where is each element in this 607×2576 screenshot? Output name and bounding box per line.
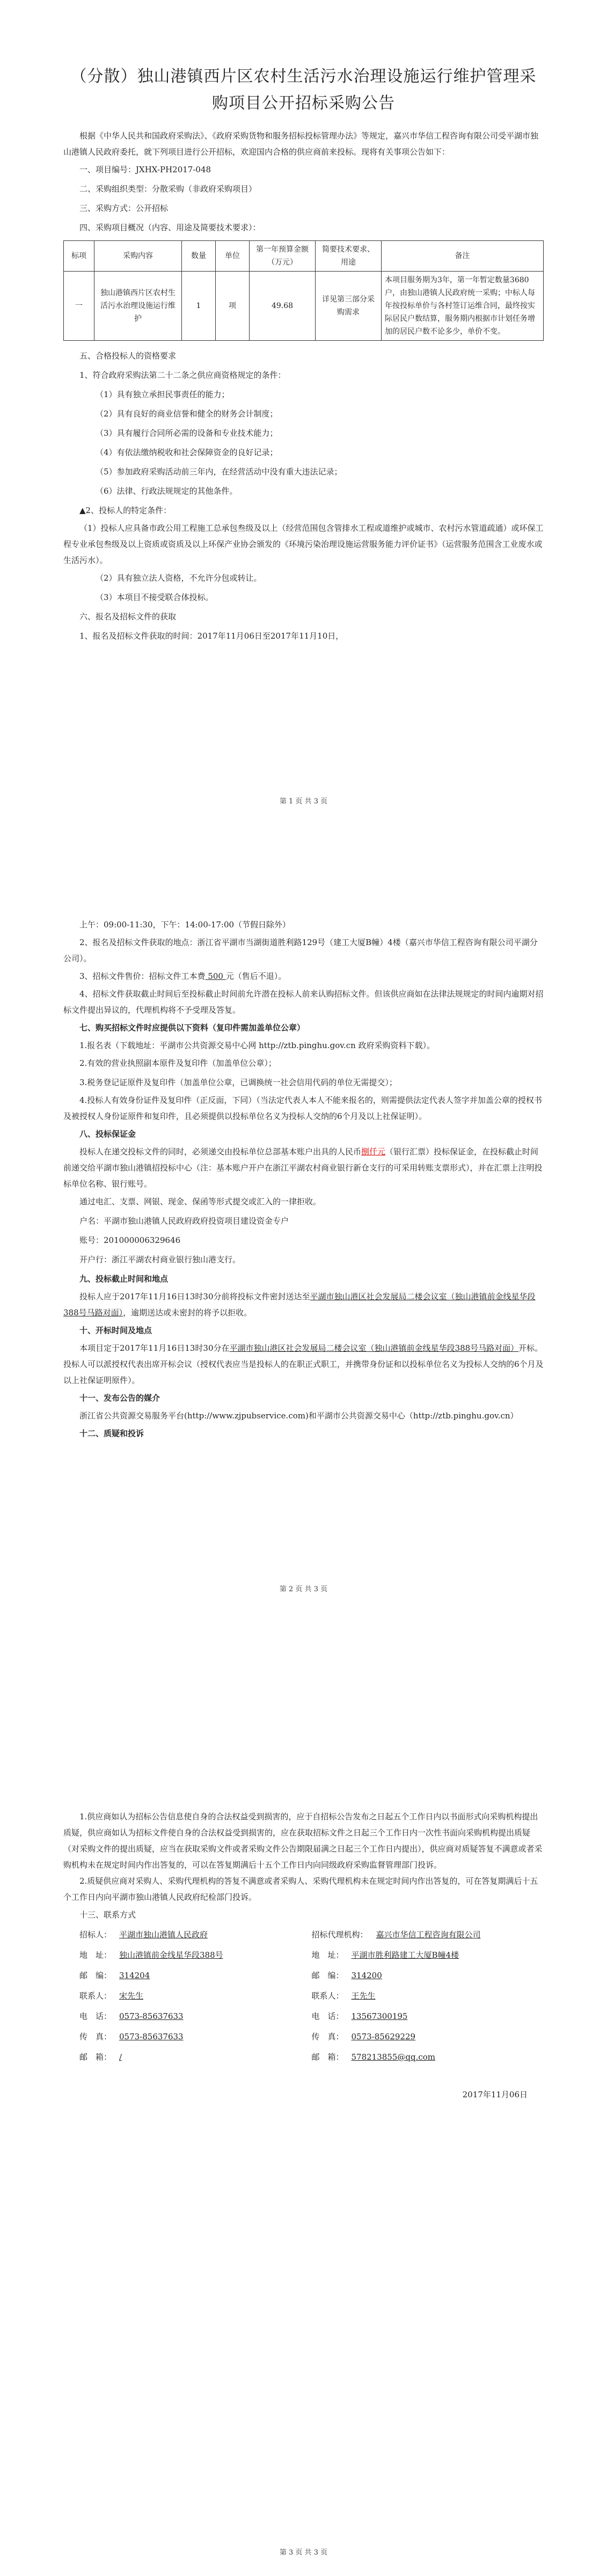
contact-row: 地 址： 平湖市胜利路建工大厦B幢4楼: [311, 1950, 459, 1960]
requirement-6: （6）法律、行政法规规定的其他条件。: [96, 486, 238, 496]
page-3-footer: 第 3 页 共 3 页: [279, 2549, 328, 2557]
table-cell-content: 独山港镇西片区农村生活污水治理设施运行维护: [94, 272, 182, 341]
table-cell-no: 一: [64, 272, 94, 341]
contact-row: 联系人： 王先生: [311, 1991, 376, 2001]
contact-row: 邮 箱： /: [79, 2052, 122, 2062]
table-cell-note: 本项目服务期为3年，第一年暂定数量3680户，由独山港镇人民政府统一采购；中标人每年按投标单价与各村签订运维合同，最终按实际居民户数结算，服务期内根据市计划任务增加的居民户数不论多少，单价不变。: [382, 272, 544, 341]
special-3: （3）本项目不接受联合体投标。: [96, 592, 214, 602]
requirement-4: （4）有依法缴纳税收和社会保障资金的良好记录；: [96, 448, 278, 457]
table-header: 数量: [182, 241, 216, 272]
page-title: （分散）独山港镇西片区农村生活污水治理设施运行维护管理采购项目公开招标采购公告: [70, 67, 537, 113]
item-11-heading: 十一、发布公告的媒介: [79, 1393, 160, 1403]
contact-row: 传 真： 0573-85629229: [311, 2032, 416, 2041]
contact-left: [79, 1924, 312, 2067]
item-7-heading: 七、购买招标文件时应提供以下资料（复印件需加盖单位公章）: [79, 1023, 305, 1033]
table-header: 第一年预算金额（万元）: [250, 241, 316, 272]
item-3-method: 三、采购方式：公开招标: [79, 203, 169, 213]
contact-row: 传 真： 0573-85637633: [79, 2032, 184, 2041]
table-row: [64, 272, 544, 341]
item-10-heading: 十、开标时间及地点: [79, 1326, 152, 1335]
document-price: 3、招标文件售价：招标文件工本费 500 元（售后不退）。: [79, 971, 287, 981]
table-header: 备注: [382, 241, 544, 272]
page-2-content: [63, 915, 544, 1443]
table-header: 单位: [216, 241, 250, 272]
item-12-heading: 十二、质疑和投诉: [79, 1429, 144, 1438]
doc-4: 4.投标人有效身份证件及复印件（正反面，下同）（当法定代表人本人不能来报名的，则需提供法定代表人签字并加盖公章的授权书及被授权人身份证原件和复印件，且必须提供以投标单位名义为投标人交纳的6个月及以上社保证明）。: [63, 1095, 542, 1121]
contact-row: 邮 编： 314200: [311, 1971, 382, 1980]
registration-time: 1、报名及招标文件获取的时间：2017年11月06日至2017年11月10日，: [79, 631, 344, 641]
contact-row: 邮 编： 314204: [79, 1971, 150, 1980]
contact-row: 招标人： 平湖市独山港镇人民政府: [79, 1930, 208, 1940]
registration-place: 2、报名及招标文件获取的地点：浙江省平湖市当湖街道胜利路129号（建工大厦B幢）4楼（嘉兴市华信工程咨询有限公司平湖分公司）。: [63, 938, 538, 963]
page-1-content: [63, 0, 544, 646]
table-header: 采购内容: [94, 241, 182, 272]
contact-row: 邮 箱： 578213855@qq.com: [311, 2052, 436, 2062]
contact-row: 电 话： 0573-85637633: [79, 2011, 184, 2021]
special-1: （1）投标人应具备市政公用工程施工总承包叁级及以上（经营范围包含管排水工程或道维护或城市、农村污水管道疏通）或环保工程专业承包叁级及以上资质或资质及以上环保产业协会颁发的《环境污染治理设施运营服务能力评价证书》（运营服务范围含工业废水或生活污水）。: [63, 523, 544, 565]
page-3: [0, 1680, 607, 2576]
intro-paragraph: 根据《中华人民共和国政府采购法》、《政府采购货物和服务招标投标管理办法》等规定，嘉兴市华信工程咨询有限公司受平湖市独山港镇人民政府委托，就下列项目进行公开招标，欢迎国内合格的供应商前来投标。现将有关事项公告如下：: [63, 131, 539, 157]
table-cell-unit: 项: [216, 272, 250, 341]
table-cell-budget: 49.68: [250, 272, 316, 341]
bond-methods: 通过电汇、支票、网银、现金、保函等形式提交或汇入的一律拒收。: [79, 1197, 321, 1206]
contact-block: [63, 1924, 544, 2067]
doc-3: 3.税务登记证原件及复印件（加盖单位公章，已调换统一社会信用代码的单位无需提交）；: [79, 1078, 397, 1087]
item-2-organization: 二、采购组织类型：分散采购（非政府采购项目）: [79, 184, 257, 194]
page-1-footer: 第 1 页 共 3 页: [279, 797, 328, 806]
doc-2: 2.有效的营业执照副本原件及复印件（加盖单位公章）；: [79, 1058, 276, 1068]
item-6-heading: 六、报名及招标文件的获取: [79, 612, 177, 621]
item-13-heading: 十三、联系方式: [79, 1910, 136, 1920]
table-header: 简要技术要求、用途: [316, 241, 382, 272]
document-deadline-note: 4、招标文件获取截止时间后至投标截止时间前允许潜在投标人前来认购招标文件。但该供应商如在法律法规规定的时间内逾期对招标文件提出异议的，代理机构将不予受理及答复。: [63, 989, 544, 1015]
project-table: [63, 240, 544, 341]
table-header: 标项: [64, 241, 94, 272]
contact-row: 电 话： 13567300195: [311, 2011, 408, 2021]
contact-row: 地 址： 独山港镇前金线星华段388号: [79, 1950, 223, 1960]
contact-row: 招标代理机构： 嘉兴市华信工程咨询有限公司: [311, 1930, 481, 1940]
requirement-5: （5）参加政府采购活动前三年内，在经营活动中没有重大违法记录；: [96, 467, 342, 477]
page-3-content: [63, 1809, 544, 2100]
bank-name: 开户行：浙江平湖农村商业银行独山港支行。: [79, 1255, 241, 1264]
page-2-footer: 第 2 页 共 3 页: [279, 1585, 328, 1593]
item-1-project-number: 一、项目编号：JXHX-PH2017-048: [79, 165, 211, 174]
item-4-overview: 四、采购项目概况（内容、用途及简要技术要求）：: [79, 223, 261, 232]
item-8-heading: 八、投标保证金: [79, 1129, 136, 1139]
media-paragraph: 浙江省公共资源交易服务平台(http://www.zjpubservice.com)和平湖市公共资源交易中心（http://ztb.pinghu.gov.cn）: [79, 1411, 518, 1421]
requirement-2: （2）具有良好的商业信誉和健全的财务会计制度；: [96, 409, 278, 419]
table-header-row: [64, 241, 544, 272]
bond-paragraph: 投标人在递交投标文件的同时，必须递交由投标单位总部基本账户出具的人民币捌仟元（银行汇票）投标保证金，在投标截止时间前递交给平湖市独山港镇招投标中心（注：基本账户开户在浙江平湖农村商业银行新仓支行的可采用转账支票形式），并在汇票上注明投标单位名称、银行账号。: [63, 1147, 543, 1189]
doc-1-link: 1.报名表（下载地址：平湖市公共资源交易中心网 http://ztb.pinghu.gov.cn 政府采购资料下载）。: [79, 1041, 435, 1050]
deadline-paragraph: 投标人应于2017年11月16日13时30分前将投标文件密封送达至平湖市独山港区社会发展局二楼会议室（独山港镇前金线星华段388号马路对面），逾期送达或未密封的将予以拒收。: [63, 1292, 536, 1318]
complaint-2: 2.质疑供应商对采购人、采购代理机构的答复不满意或者采购人、采购代理机构未在规定时间内作出答复的，可在答复期满后十五个工作日内向平湖市独山港镇人民政府纪检部门投诉。: [63, 1876, 538, 1902]
complaint-1: 1.供应商如认为招标公告信息使自身的合法权益受到损害的，应于自招标公告发布之日起五个工作日内以书面形式向采购机构提出质疑，供应商如认为招标文件使自身的合法权益受到损害的，应在获取招标文件之日起三个工作日内一次性书面向采购机构提出质疑（对采购文件的提出质疑，应当在获取采购文件或者采购文件公告期限届满之日起三个工作日内提出），供应商对质疑答复不满意或者采购机构未在规定时间内作出答复的，可以在答复期满后十五个工作日内向同级政府采购监督管理部门投诉。: [63, 1812, 543, 1870]
office-hours: 上午：09:00-11:30，下午：14:00-17:00（节假日除外）: [79, 920, 291, 930]
opening-paragraph: 本项目定于2017年11月16日13时30分在平湖市独山港区社会发展局二楼会议室（独山港镇前金线星华段388号马路对面）开标。投标人可以派授权代表出席开标会议（授权代表应当是投标人的在职正式职工，并携带身份证和以投标单位名义为投标人交纳的6个月及以上社保证明原件）。: [63, 1343, 544, 1385]
table-cell-qty: 1: [182, 272, 216, 341]
item-9-heading: 九、投标截止时间和地点: [79, 1274, 169, 1284]
page-1: [0, 0, 607, 821]
requirement-3: （3）具有履行合同所必需的设备和专业技术能力；: [96, 428, 278, 438]
announcement-date: 2017年11月06日: [462, 2090, 528, 2099]
item-5-2-special: ▲2、投标人的特定条件：: [79, 506, 172, 515]
bank-account-number: 账号：201000006329646: [79, 1235, 181, 1245]
contact-right: [312, 1924, 544, 2067]
page-2: [0, 821, 607, 1680]
item-5-1: 1、符合政府采购法第二十二条之供应商资格规定的条件：: [79, 370, 286, 380]
contact-row: 联系人： 宋先生: [79, 1991, 144, 2001]
bank-account-name: 户名：平湖市独山港镇人民政府政府投资项目建设资金专户: [79, 1216, 289, 1226]
special-2: （2）具有独立法人资格，不允许分包或转让。: [96, 573, 262, 583]
requirement-1: （1）具有独立承担民事责任的能力；: [96, 390, 230, 399]
table-cell-tech: 详见第三部分采购需求: [316, 272, 382, 341]
item-5-heading: 五、合格投标人的资格要求: [79, 351, 177, 361]
